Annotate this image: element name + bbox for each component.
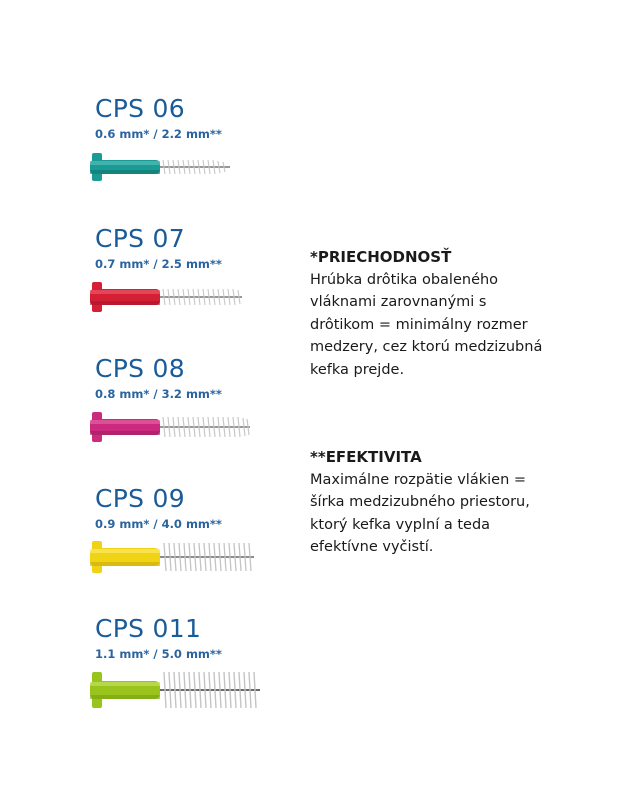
info-line: drôtikom = minimálny rozmer	[310, 316, 528, 333]
brush-image-teal	[88, 146, 288, 186]
info-line: ktorý kefka vyplní a teda	[310, 516, 491, 533]
info-line: šírka medzizubného priestoru,	[310, 494, 530, 510]
info-line: medzery, cez ktorú medzizubná	[310, 339, 543, 355]
product-title: CPS 09	[95, 484, 185, 513]
product-title: CPS 08	[95, 354, 185, 383]
efficiency-heading: **EFEKTIVITA	[310, 448, 422, 466]
permeability-info	[310, 246, 610, 381]
efficiency-info	[310, 446, 610, 559]
info-line: vláknami zarovnanými s	[310, 294, 487, 310]
product-title: CPS 011	[95, 614, 202, 643]
info-line: kefka prejde.	[310, 361, 405, 378]
info-line: Hrúbka drôtika obaleného	[310, 271, 499, 288]
brush-image-red	[88, 276, 288, 316]
brush-image-pink	[88, 406, 288, 446]
product-spec: 1.1 mm* / 5.0 mm**	[95, 647, 222, 661]
brush-image-yellow	[88, 536, 288, 576]
product-spec: 0.6 mm* / 2.2 mm**	[95, 127, 222, 141]
product-spec: 0.9 mm* / 4.0 mm**	[95, 517, 222, 531]
info-line: efektívne vyčistí.	[310, 539, 434, 555]
brush-image-green	[88, 662, 288, 710]
permeability-heading: *PRIECHODNOSŤ	[310, 248, 452, 266]
product-title: CPS 06	[95, 94, 185, 123]
product-title: CPS 07	[95, 224, 185, 253]
info-line: Maximálne rozpätie vlákien =	[310, 471, 527, 488]
product-spec: 0.8 mm* / 3.2 mm**	[95, 387, 222, 401]
product-spec: 0.7 mm* / 2.5 mm**	[95, 257, 222, 271]
